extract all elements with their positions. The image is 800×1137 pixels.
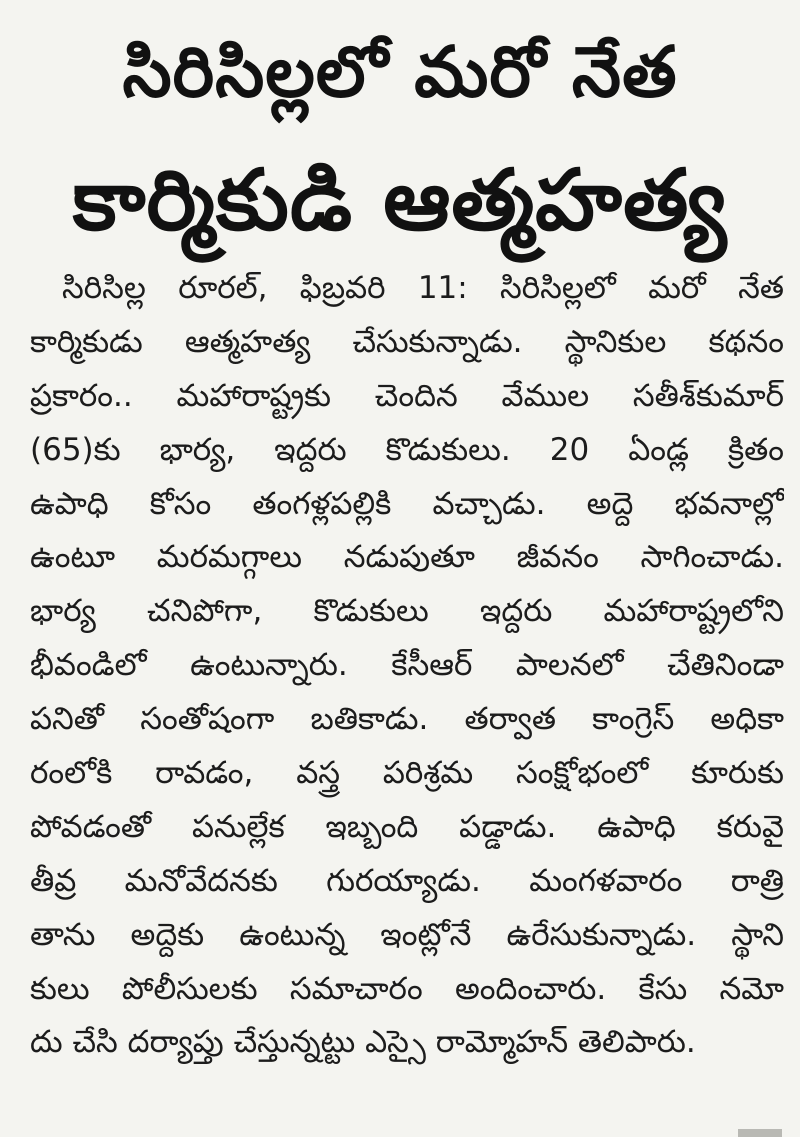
article-line: భార్య చనిపోగా, కొడుకులు ఇద్దరు మహారాష్ట్రలోని — [30, 593, 784, 630]
page-edge-mark — [738, 1129, 782, 1137]
headline-line-2: కార్మికుడి ఆత్మహత్య — [72, 151, 728, 249]
article-line: ఉంటూ మరమగ్గాలు నడుపుతూ జీవనం సాగించాడు. — [30, 539, 784, 576]
article-line: తీవ్ర మనోవేదనకు గురయ్యాడు. మంగళవారం రాత్రి — [30, 862, 784, 899]
article-body — [30, 262, 784, 1070]
article-line: (65)కు భార్య, ఇద్దరు కొడుకులు. 20 ఏండ్ల క్రితం — [30, 431, 784, 468]
article-line: పోవడంతో పనుల్లేక ఇబ్బంది పడ్డాడు. ఉపాధి కరువై — [30, 808, 784, 845]
article-line: ఉపాధి కోసం తంగళ్లపల్లికి వచ్చాడు. అద్దె భవనాల్లో — [30, 485, 784, 522]
article-line: సిరిసిల్ల రూరల్, ఫిబ్రవరి 11: సిరిసిల్లలో మరో నేత — [62, 270, 784, 306]
article-line: రంలోకి రావడం, వస్త్ర పరిశ్రమ సంక్షోభంలో కూరుకు — [30, 755, 784, 792]
article-line: పనితో సంతోషంగా బతికాడు. తర్వాత కాంగ్రెస్ అధికా — [30, 701, 784, 738]
article-line: తాను అద్దెకు ఉంటున్న ఇంట్లోనే ఉరేసుకున్నాడు. స్థాని — [30, 916, 784, 953]
article-line: కులు పోలీసులకు సమాచారం అందించారు. కేసు నమో — [30, 970, 784, 1007]
article-line: కార్మికుడు ఆత్మహత్య చేసుకున్నాడు. స్థానికుల కథనం — [30, 323, 784, 360]
article-line: ప్రకారం.. మహారాష్ట్రకు చెందిన వేముల సతీశ్‌కుమార్ — [30, 377, 784, 414]
article-line: భీవండిలో ఉంటున్నారు. కేసీఆర్ పాలనలో చేతినిండా — [30, 647, 784, 684]
headline-line-1: సిరిసిల్లలో మరో నేత — [122, 31, 678, 113]
article-line: దు చేసి దర్యాప్తు చేస్తున్నట్టు ఎస్సై రామ్మోహన్ తెలిపారు. — [30, 1024, 696, 1061]
